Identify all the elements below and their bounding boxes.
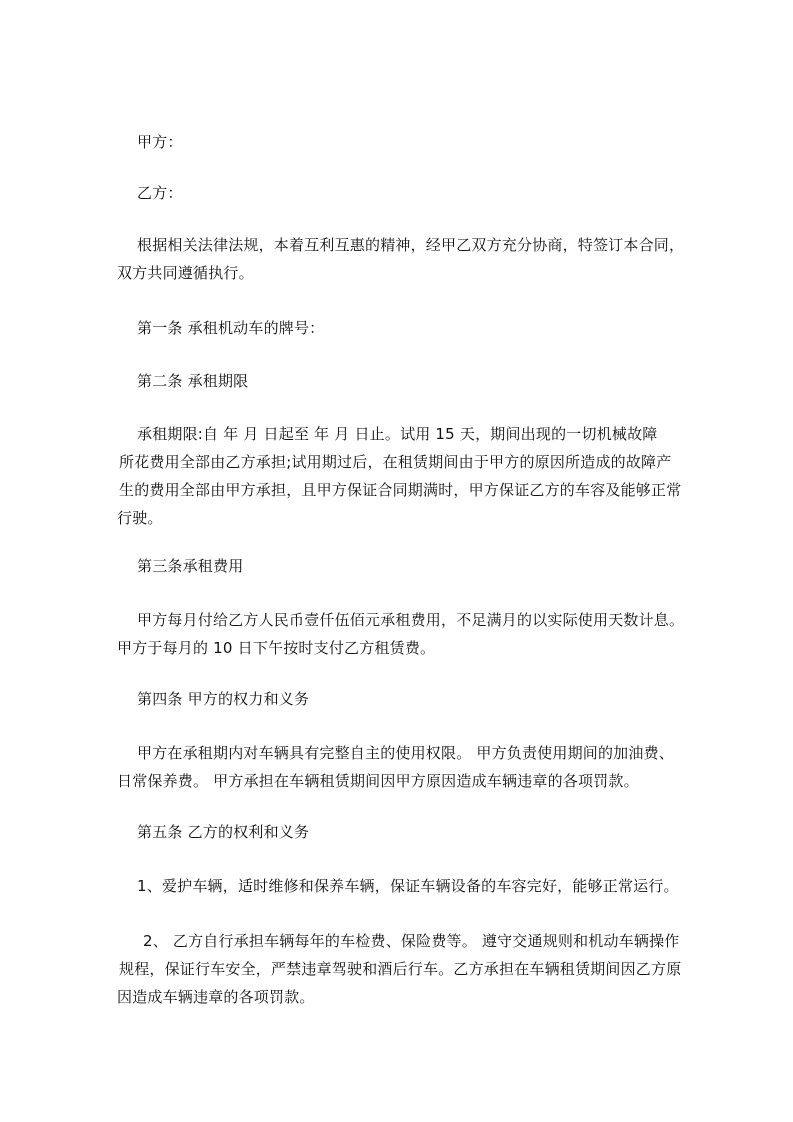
article-3-line-2: 甲方于每月的 10 日下午按时支付乙方租赁费。 xyxy=(117,639,436,657)
article-1-heading: 第一条 承租机动车的牌号： xyxy=(137,319,325,337)
article-4-line-1: 甲方在承租期内对车辆具有完整自主的使用权限。 甲方负责使用期间的加油费、 xyxy=(137,744,674,762)
article-2-line-4: 行驶。 xyxy=(117,509,163,527)
article-5-heading: 第五条 乙方的权利和义务 xyxy=(137,823,310,841)
article-2-line-3: 生的费用全部由甲方承担，且甲方保证合同期满时，甲方保证乙方的车容及能够正常 xyxy=(119,481,682,499)
article-5-item-1: 1、爱护车辆，适时维修和保养车辆，保证车辆设备的车容完好，能够正常运行。 xyxy=(137,877,679,895)
article-2-line-1: 承租期限:自 年 月 日起至 年 月 日止。试用 15 天，期间出现的一切机械故障 xyxy=(137,425,658,443)
article-2-heading: 第二条 承租期限 xyxy=(137,372,249,390)
article-3-line-1: 甲方每月付给乙方人民币壹仟伍佰元承租费用，不足满月的以实际使用天数计息。 xyxy=(137,611,685,629)
party-a-label: 甲方： xyxy=(137,133,183,151)
article-5-item-2-line-3: 因造成车辆违章的各项罚款。 xyxy=(117,988,315,1006)
article-3-heading: 第三条承租费用 xyxy=(137,557,244,575)
article-4-heading: 第四条 甲方的权力和义务 xyxy=(137,690,310,708)
intro-line-2: 双方共同遵循执行。 xyxy=(117,264,254,282)
article-5-item-2-line-1: 2、 乙方自行承担车辆每年的车检费、保险费等。 遵守交通规则和机动车辆操作 xyxy=(143,932,680,950)
party-b-label: 乙方： xyxy=(137,184,183,202)
intro-line-1: 根据相关法律法规，本着互利互惠的精神，经甲乙双方充分协商，特签订本合同， xyxy=(137,236,685,254)
article-5-item-2-line-2: 规程，保证行车安全，严禁违章驾驶和酒后行车。乙方承担在车辆租赁期间因乙方原 xyxy=(119,960,682,978)
article-4-line-2: 日常保养费。 甲方承担在车辆租赁期间因甲方原因造成车辆违章的各项罚款。 xyxy=(117,772,639,790)
article-2-line-2: 所花费用全部由乙方承担;试用期过后，在租赁期间由于甲方的原因所造成的故障产 xyxy=(119,453,672,471)
